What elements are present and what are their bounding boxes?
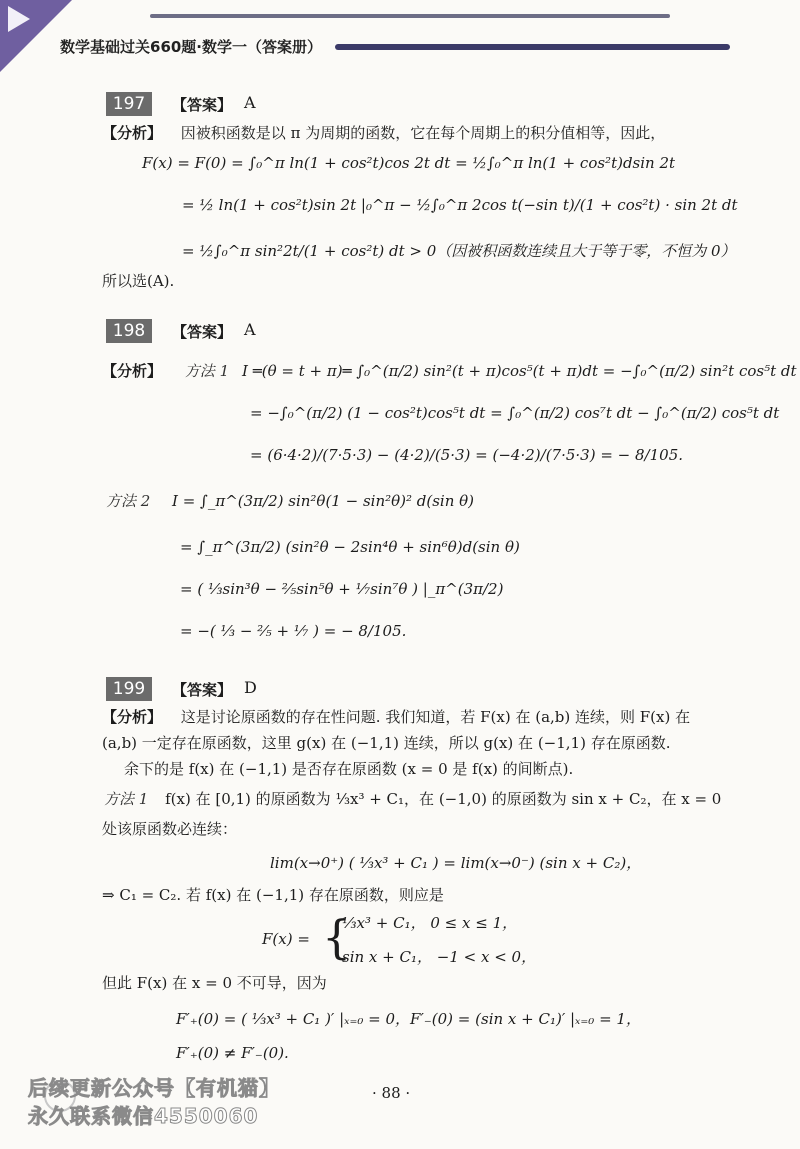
answer-value: D [244, 678, 257, 697]
paragraph-text: f(x) 在 [0,1) 的原函数为 ⅓x³ + C₁，在 (−1,0) 的原函数为 sin x + C₂，在 x = 0 [165, 790, 722, 808]
question-number-197: 197 [106, 92, 152, 116]
analysis-text: 因被积函数是以 π 为周期的函数，它在每个周期上的积分值相等，因此， [180, 124, 666, 142]
paragraph-text: 但此 F(x) 在 x = 0 不可导，因为 [102, 974, 327, 992]
equation: = ½ ln(1 + cos²t)sin 2t |₀^π − ½∫₀^π 2cos t(−sin t)/(1 + cos²t) · sin 2t dt [182, 196, 738, 214]
piecewise-brace-icon: { [322, 910, 352, 964]
piecewise-lhs: F(x) = [262, 930, 310, 948]
method-label: 方法 2 [106, 492, 151, 510]
analysis-label: 【分析】 [102, 362, 163, 380]
equation: lim(x→0⁺) ( ⅓x³ + C₁ ) = lim(x→0⁻) (sin x + C₂)， [270, 854, 642, 872]
paragraph-text: 这是讨论原函数的存在性问题. 我们知道，若 F(x) 在 (a,b) 连续，则 F(x) 在 [180, 708, 691, 726]
equation: F′₊(0) = ( ⅓x³ + C₁ )′ |ₓ₌₀ = 0，F′₋(0) = (sin x + C₁)′ |ₓ₌₀ = 1， [176, 1010, 641, 1028]
analysis-label: 【分析】 [102, 708, 163, 726]
play-arrow-icon [8, 6, 30, 32]
equation: F′₊(0) ≠ F′₋(0). [176, 1044, 289, 1062]
equation: = ½∫₀^π sin²2t/(1 + cos²t) dt > 0（因被积函数连续且大于等于零，不恒为 0） [182, 242, 736, 260]
answer-value: A [244, 93, 256, 112]
running-header: 数学基础过关660题·数学一（答案册） [60, 38, 323, 56]
paragraph-text: 处该原函数必连续： [102, 820, 238, 838]
question-number-199: 199 [106, 677, 152, 701]
method-label: 方法 1 [104, 790, 149, 808]
equation: I ═(θ = t + π)═ ∫₀^(π/2) sin²(t + π)cos⁵(t + π)dt = −∫₀^(π/2) sin²t cos⁵t dt [242, 362, 797, 380]
piecewise-case: ⅓x³ + C₁， 0 ≤ x ≤ 1， [342, 914, 518, 932]
equation: = (6·4·2)/(7·5·3) − (4·2)/(5·3) = (−4·2)/(7·5·3) = − 8/105. [250, 446, 684, 464]
equation: = ( ⅓sin³θ − ⅖sin⁵θ + ⅐sin⁷θ ) |_π^(3π/2) [180, 580, 504, 598]
question-number-198: 198 [106, 319, 152, 343]
equation: F(x) = F(0) = ∫₀^π ln(1 + cos²t)cos 2t dt = ½∫₀^π ln(1 + cos²t)dsin 2t [142, 154, 676, 172]
equation: = ∫_π^(3π/2) (sin²θ − 2sin⁴θ + sin⁶θ)d(sin θ) [180, 538, 520, 556]
analysis-line [102, 706, 690, 728]
equation: = −∫₀^(π/2) (1 − cos²t)cos⁵t dt = ∫₀^(π/2) cos⁷t dt − ∫₀^(π/2) cos⁵t dt [250, 404, 780, 422]
piecewise-case: sin x + C₁， −1 < x < 0， [342, 948, 537, 966]
header-rule-top [150, 14, 670, 18]
watermark-text: 后续更新公众号【有机猫】 [28, 1076, 280, 1100]
page-number: · 88 · [372, 1084, 411, 1102]
paragraph-text: ⇒ C₁ = C₂. 若 f(x) 在 (−1,1) 存在原函数，则应是 [102, 886, 444, 904]
equation: I = ∫_π^(3π/2) sin²θ(1 − sin²θ)² d(sin θ) [172, 492, 475, 510]
paragraph-text: (a,b) 一定存在原函数，这里 g(x) 在 (−1,1) 连续，所以 g(x) 在 (−1,1) 存在原函数. [102, 734, 671, 752]
answer-label: 【答案】 [172, 323, 233, 341]
answer-value: A [244, 320, 256, 339]
watermark-text: 永久联系微信4550060 [28, 1104, 259, 1128]
paragraph-text: 余下的是 f(x) 在 (−1,1) 是否存在原函数 (x = 0 是 f(x) 的间断点). [124, 760, 574, 778]
method-label: 方法 1 [184, 362, 230, 380]
equation: = −( ⅓ − ⅖ + ⅐ ) = − 8/105. [180, 622, 407, 640]
conclusion: 所以选(A). [102, 272, 175, 290]
method-line [104, 788, 721, 810]
analysis-line [102, 360, 229, 382]
analysis-line [102, 122, 665, 144]
answer-label: 【答案】 [172, 681, 233, 699]
answer-label: 【答案】 [172, 96, 233, 114]
header-rule-bottom [335, 44, 730, 50]
analysis-label: 【分析】 [102, 124, 163, 142]
